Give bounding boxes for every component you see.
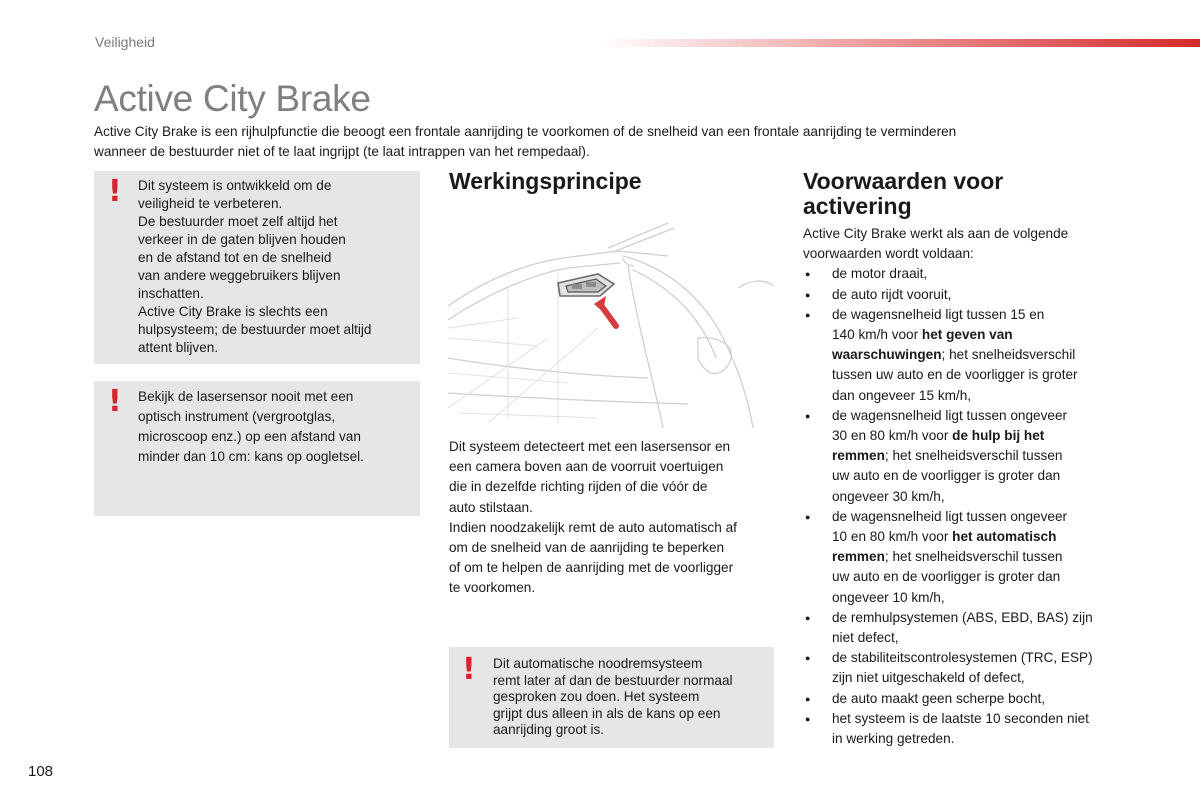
warning-box-development bbox=[94, 171, 420, 364]
body-line: voorwaarden wordt voldaan: bbox=[803, 246, 974, 262]
list-item: ● de remhulpsystemen (ABS, EBD, BAS) zijn niet defect, bbox=[803, 608, 1143, 648]
warning-line: aanrijding groot is. bbox=[493, 722, 605, 737]
heading-line: Voorwaarden voor bbox=[803, 168, 1004, 194]
warning-line: De bestuurder moet zelf altijd het bbox=[138, 214, 338, 229]
warning-line: van andere weggebruikers blijven bbox=[138, 268, 341, 283]
warning-line: minder dan 10 cm: kans op oogletsel. bbox=[138, 449, 364, 464]
werkingsprincipe-text bbox=[449, 437, 779, 599]
body-line: die in dezelfde richting rijden of die vóór de bbox=[449, 479, 708, 495]
body-line: Active City Brake werkt als aan de volgende bbox=[803, 226, 1069, 241]
voorwaarden-section bbox=[803, 224, 1143, 749]
warning-text bbox=[138, 387, 416, 467]
body-line: auto stilstaan. bbox=[449, 499, 533, 515]
header-accent-bar bbox=[600, 39, 1200, 47]
body-line: Dit systeem detecteert met een lasersensor en bbox=[449, 439, 731, 454]
warning-text bbox=[138, 177, 416, 357]
list-item: ● het systeem is de laatste 10 seconden niet in werking getreden. bbox=[803, 709, 1143, 749]
warning-line: microscoop enz.) op een afstand van bbox=[138, 429, 361, 444]
list-item: ● de motor draait, bbox=[803, 264, 1143, 284]
list-item: ● de wagensnelheid ligt tussen ongeveer 30 en 80 km/h voor de hulp bij het remmen; het snelheidsverschil tussen uw auto en de voorligger is groter dan ongeveer 30 km/h, bbox=[803, 406, 1143, 507]
warning-box-emergency-brake bbox=[449, 647, 774, 748]
section-label: Veiligheid bbox=[95, 34, 155, 50]
list-item: ● de auto maakt geen scherpe bocht, bbox=[803, 689, 1143, 709]
exclamation-icon: ! bbox=[108, 174, 122, 209]
warning-text bbox=[493, 656, 771, 739]
exclamation-icon: ! bbox=[108, 384, 122, 419]
warning-line: Bekijk de lasersensor nooit met een bbox=[138, 389, 354, 404]
warning-line: hulpsysteem; de bestuurder moet altijd bbox=[138, 322, 372, 337]
warning-line: remt later af dan de bestuurder normaal bbox=[493, 672, 733, 688]
warning-line: inschatten. bbox=[138, 286, 204, 301]
intro-line: wanneer de bestuurder niet of te laat ingrijpt (te laat intrappen van het rempedaal). bbox=[94, 144, 590, 159]
list-item: ● de stabiliteitscontrolesystemen (TRC, ESP) zijn niet uitgeschakeld of defect, bbox=[803, 648, 1143, 688]
warning-line: optisch instrument (vergrootglas, bbox=[138, 409, 336, 424]
list-item: ● de wagensnelheid ligt tussen 15 en 140 km/h voor het geven van waarschuwingen; het snelheidsverschil tussen uw auto en de voorligger is groter dan ongeveer 15 km/h, bbox=[803, 305, 1143, 406]
body-line: Indien noodzakelijk remt de auto automatisch af bbox=[449, 519, 737, 535]
warning-line: grijpt dus alleen in als de kans op een bbox=[493, 705, 721, 721]
page-title: Active City Brake bbox=[94, 78, 371, 119]
heading-werkingsprincipe: Werkingsprincipe bbox=[449, 168, 642, 194]
intro-paragraph bbox=[94, 122, 1094, 162]
warning-line: en de afstand tot en de snelheid bbox=[138, 250, 332, 265]
exclamation-icon: ! bbox=[462, 652, 476, 687]
list-item: ● de wagensnelheid ligt tussen ongeveer 10 en 80 km/h voor het automatisch remmen; het snelheidsverschil tussen uw auto en de voorligger is groter dan ongeveer 10 km/h, bbox=[803, 507, 1143, 608]
conditions-list bbox=[803, 264, 1143, 749]
body-line: een camera boven aan de voorruit voertuigen bbox=[449, 459, 724, 475]
warning-line: veiligheid te verbeteren. bbox=[138, 196, 283, 211]
list-item: ● de auto rijdt vooruit, bbox=[803, 285, 1143, 305]
intro-line: Active City Brake is een rijhulpfunctie die beoogt een frontale aanrijding te voorkomen of de snelheid van een frontale aanrijding te verminderen bbox=[94, 124, 957, 139]
warning-line: attent blijven. bbox=[138, 340, 219, 355]
heading-line: activering bbox=[803, 193, 912, 219]
body-line: om de snelheid van de aanrijding te beperken bbox=[449, 540, 725, 556]
body-line: te voorkomen. bbox=[449, 580, 536, 596]
page-number: 108 bbox=[28, 763, 54, 780]
windshield-sensor-illustration bbox=[448, 218, 774, 428]
warning-line: Dit automatische noodremsysteem bbox=[493, 656, 703, 671]
warning-box-laser bbox=[94, 381, 420, 516]
heading-voorwaarden bbox=[803, 169, 1003, 219]
warning-line: verkeer in de gaten blijven houden bbox=[138, 232, 346, 247]
warning-line: gesproken zou doen. Het systeem bbox=[493, 689, 700, 704]
warning-line: Active City Brake is slechts een bbox=[138, 304, 328, 319]
body-line: of om te helpen de aanrijding met de voorligger bbox=[449, 560, 734, 576]
warning-line: Dit systeem is ontwikkeld om de bbox=[138, 178, 332, 193]
